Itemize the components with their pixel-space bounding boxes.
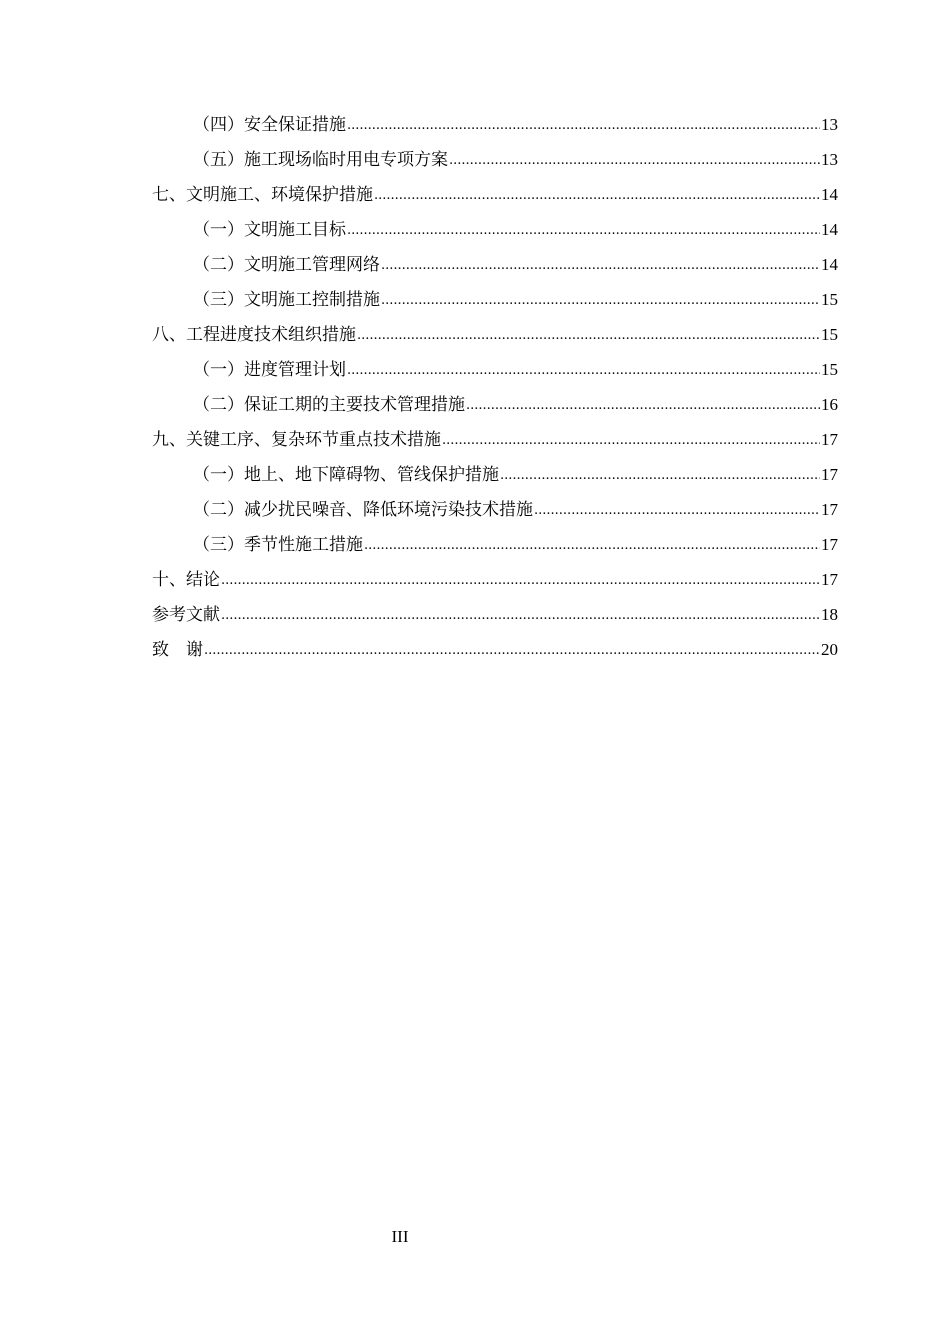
table-of-contents [152,113,838,673]
toc-entry-page: 15 [821,360,838,379]
toc-leader-dots [347,112,820,138]
toc-entry-page: 17 [821,430,838,449]
page-number: III [391,1227,409,1246]
toc-entry-label: （一）地上、地下障碍物、管线保护措施 [193,465,499,485]
toc-entry[interactable] [152,533,838,568]
toc-entry-page: 14 [821,220,838,239]
toc-entry-page: 14 [821,255,838,274]
toc-entry[interactable] [152,288,838,323]
toc-entry-page: 15 [821,325,838,344]
toc-entry-label: （三）季节性施工措施 [193,535,363,555]
toc-entry[interactable] [152,428,838,463]
toc-entry-label: 参考文献 [152,605,220,625]
toc-entry-page: 17 [821,465,838,484]
toc-entry-page: 17 [821,535,838,554]
toc-leader-dots [347,217,820,243]
toc-entry-label: （四）安全保证措施 [193,115,346,135]
toc-entry-label: （三）文明施工控制措施 [193,290,380,310]
toc-entry-page: 14 [821,185,838,204]
toc-entry-label: 九、关键工序、复杂环节重点技术措施 [152,430,441,450]
toc-leader-dots [500,462,820,488]
toc-leader-dots [357,322,820,348]
toc-entry-label: （一）进度管理计划 [193,360,346,380]
toc-entry[interactable] [152,498,838,533]
toc-entry[interactable] [152,463,838,498]
toc-leader-dots [449,147,820,173]
toc-entry-page: 17 [821,570,838,589]
toc-entry[interactable] [152,253,838,288]
toc-entry[interactable] [152,183,838,218]
toc-leader-dots [221,602,820,628]
toc-entry-page: 20 [821,640,838,659]
toc-entry[interactable] [152,568,838,603]
toc-entry[interactable] [152,393,838,428]
toc-entry-page: 16 [821,395,838,414]
toc-leader-dots [442,427,820,453]
toc-leader-dots [466,392,820,418]
toc-entry-label: （二）保证工期的主要技术管理措施 [193,395,465,415]
toc-entry-label: （二）文明施工管理网络 [193,255,380,275]
toc-entry-page: 17 [821,500,838,519]
toc-entry[interactable] [152,113,838,148]
toc-leader-dots [374,182,820,208]
toc-entry-page: 13 [821,150,838,169]
toc-entry-label: 八、工程进度技术组织措施 [152,325,356,345]
toc-entry[interactable] [152,358,838,393]
toc-leader-dots [534,497,820,523]
toc-entry-label: （二）减少扰民噪音、降低环境污染技术措施 [193,500,533,520]
toc-entry-label: （五）施工现场临时用电专项方案 [193,150,448,170]
toc-leader-dots [381,252,820,278]
toc-entry-label: 七、文明施工、环境保护措施 [152,185,373,205]
toc-entry[interactable] [152,323,838,358]
toc-entry-label: （一）文明施工目标 [193,220,346,240]
toc-entry-label: 致 谢 [152,640,203,660]
toc-entry[interactable] [152,218,838,253]
toc-entry[interactable] [152,603,838,638]
toc-entry[interactable] [152,148,838,183]
toc-entry-page: 18 [821,605,838,624]
toc-leader-dots [221,567,820,593]
toc-leader-dots [364,532,820,558]
toc-leader-dots [204,637,820,663]
toc-entry-page: 15 [821,290,838,309]
toc-leader-dots [381,287,820,313]
toc-leader-dots [347,357,820,383]
toc-entry-page: 13 [821,115,838,134]
toc-entry[interactable] [152,638,838,673]
toc-entry-label: 十、结论 [152,570,220,590]
